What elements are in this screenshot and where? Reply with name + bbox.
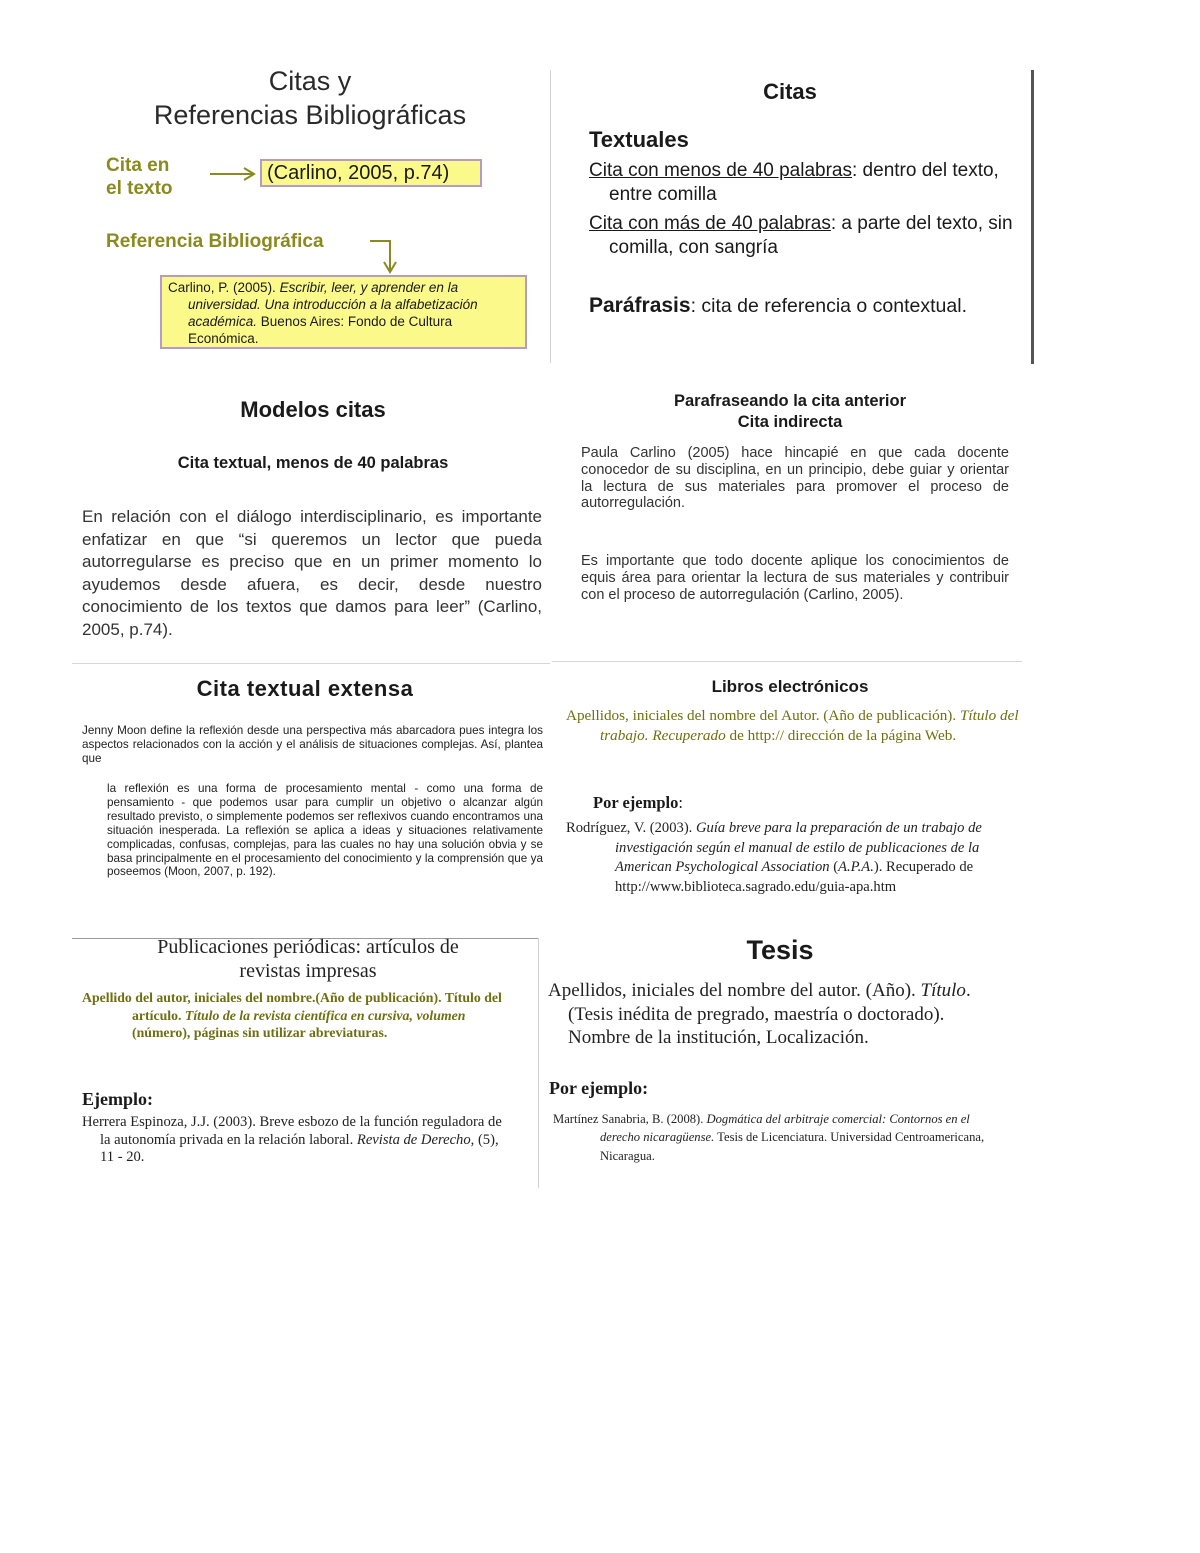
tesis-format-a: Apellidos, iniciales del nombre del autor. (Año).: [548, 980, 921, 1001]
ref-title: Escribir, leer, y aprender en la universidad. Una introducción a la alfabetización académica.: [188, 280, 478, 329]
pub-format-title: Título de la revista científica en cursiva, volumen: [184, 1007, 466, 1023]
libros-format-a: Apellidos, iniciales del nombre del Autor. (Año de publicación).: [566, 707, 960, 724]
arrow-right-icon: [208, 164, 260, 184]
panel1-title: [100, 64, 520, 132]
panel8-title: Tesis: [746, 935, 814, 965]
panel2-item2: [589, 212, 1019, 260]
cita-label-line1: Cita en: [106, 155, 170, 176]
panel2-right-border: [1031, 70, 1034, 364]
divider-horizontal-right: [552, 661, 1022, 662]
libros-ex-title: Guía breve para la preparación de un trabajo de investigación según el manual de estilo de publicaciones de la American Psychological Association: [615, 820, 982, 875]
panel7-example: [82, 1114, 502, 1167]
tesis-ex-title: Dogmática del arbitraje comercial: Contornos en el derecho nicaragüense.: [600, 1112, 970, 1145]
arrow-down-icon: [368, 236, 402, 276]
item2-text: [589, 212, 1019, 260]
libros-format-title: Título del trabajo. Recuperado: [600, 707, 1019, 744]
panel7-title-line2: revistas impresas: [239, 960, 377, 982]
cita-en-texto-box: (Carlino, 2005, p.74): [260, 159, 482, 187]
item1-underlined: Cita con menos de 40 palabras: [589, 160, 852, 181]
panel5-quote: la reflexión es una forma de procesamiento mental - como una forma de pensamiento - que podemos usar para cumplir un objetivo o alcanzar algún resultado previsto, o simplemente podemos ser reflexivos cuando encontramos una situación inesperada. La reflexión se aplica a ideas y situaciones relativamente complicadas, confusas, complejas, para las cuales no hay una solución obvia y se basa principalmente en el procesamiento del conocimiento y la comprensión que ya poseemos (Moon, 2007, p. 192).: [107, 782, 543, 879]
item2-underlined: Cita con más de 40 palabras: [589, 213, 831, 234]
item2-rest: : a parte del texto, sin comilla, con sangría: [609, 213, 1013, 258]
panel7-example-label: Ejemplo:: [82, 1089, 153, 1109]
libros-example-bold: Por ejemplo: [593, 793, 679, 812]
libros-ex-b: (: [829, 859, 839, 875]
panel4-para1: Paula Carlino (2005) hace hincapié en que cada docente conocedor de su disciplina, en un principio, debe guiar y orientar la lectura de sus materiales para promover el proceso de autorregulación.: [581, 445, 1009, 512]
panel6-example-label: [593, 793, 683, 813]
panel7-title-line1: Publicaciones periódicas: artículos de: [157, 936, 459, 958]
referencia-bibliografica-label: Referencia Bibliográfica: [106, 231, 324, 252]
panel5-title: Cita textual extensa: [196, 676, 414, 701]
parafrasis-bold: Paráfrasis: [589, 294, 691, 317]
panel2-parafrasis: [589, 294, 1034, 318]
panel3-title: Modelos citas: [240, 397, 386, 422]
panel6-title: Libros electrónicos: [711, 677, 869, 696]
panel3-body: En relación con el diálogo interdisciplinario, es importante enfatizar en que “si queremos un lector que pueda autorregularse es preciso que en un primer momento lo ayudemos desde afuera, es decir, desde nuestro conocimiento de los textos que damos para leer” (Carlino, 2005, p.74).: [82, 507, 542, 639]
pub-ex-a: Herrera Espinoza, J.J. (2003). Breve esbozo de la función reguladora de la autonomía privada en la relación laboral.: [82, 1114, 502, 1148]
libros-format-b: de http:// dirección de la página Web.: [725, 726, 957, 744]
referencia-text: [168, 279, 519, 347]
ref-rest: Buenos Aires: Fondo de Cultura Económica.: [188, 314, 453, 346]
tesis-format-title: Título: [920, 980, 966, 1001]
item1-rest: : dentro del texto, entre comilla: [609, 160, 999, 205]
divider-vertical-bottom: [538, 938, 539, 1188]
panel6-example: [566, 819, 1012, 897]
tesis-ex-a: Martínez Sanabria, B. (2008).: [553, 1112, 707, 1126]
panel2-title: Citas: [763, 79, 817, 104]
parafrasis-rest: : cita de referencia o contextual.: [690, 295, 967, 317]
panel4-title: [560, 391, 1020, 433]
libros-example-colon: :: [678, 793, 683, 812]
pub-format-b: (número), páginas sin utilizar abreviaturas.: [132, 1025, 388, 1040]
cita-en-texto-label: [106, 154, 173, 200]
tesis-ex-b: Tesis de Licenciatura. Universidad Centroamericana, Nicaragua.: [600, 1130, 985, 1163]
panel5-intro: Jenny Moon define la reflexión desde una perspectiva más abarcadora pues integra los aspectos relacionados con la acción y el análisis de situaciones complejas. Así, plantea que: [82, 724, 543, 765]
panel7-title: [80, 935, 536, 983]
referencia-box: [160, 275, 527, 349]
panel2-item1: [589, 159, 1029, 207]
panel2-subtitle: Textuales: [589, 127, 689, 152]
item1-text: [589, 159, 1029, 207]
divider-vertical-top: [550, 70, 551, 363]
libros-ex-c: ). Recuperado de http://www.biblioteca.sagrado.edu/guia-apa.htm: [615, 859, 974, 895]
panel8-example: [553, 1110, 1013, 1165]
tesis-format-b: . (Tesis inédita de pregrado, maestría o doctorado). Nombre de la institución, Localización.: [568, 980, 971, 1048]
pub-ex-title: Revista de Derecho: [356, 1131, 471, 1148]
panel8-format: [548, 979, 1008, 1050]
panel1-title-line1: Citas y: [268, 66, 352, 96]
divider-horizontal-left: [72, 663, 550, 664]
panel7-format: [82, 989, 522, 1042]
panel8-example-label: Por ejemplo:: [549, 1078, 649, 1098]
panel4-title-line2: Cita indirecta: [737, 413, 843, 431]
libros-ex-apa: A.P.A.: [838, 859, 874, 875]
ref-author: Carlino, P. (2005).: [168, 280, 280, 295]
libros-ex-a: Rodríguez, V. (2003).: [566, 820, 696, 836]
cita-label-line2: el texto: [106, 178, 173, 199]
panel6-format: [566, 706, 1030, 745]
panel3-subtitle: Cita textual, menos de 40 palabras: [177, 454, 449, 472]
panel4-title-line1: Parafraseando la cita anterior: [673, 392, 906, 410]
panel1-title-line2: Referencias Bibliográficas: [153, 100, 467, 130]
pub-format-a: Apellido del autor, iniciales del nombre.(Año de publicación). Título del artículo.: [82, 990, 502, 1023]
pub-ex-b: , (5), 11 - 20.: [100, 1131, 499, 1166]
panel4-para2: Es importante que todo docente aplique los conocimientos de equis área para orientar la lectura de sus materiales y contribuir con el proceso de autorregulación (Carlino, 2005).: [581, 553, 1009, 603]
